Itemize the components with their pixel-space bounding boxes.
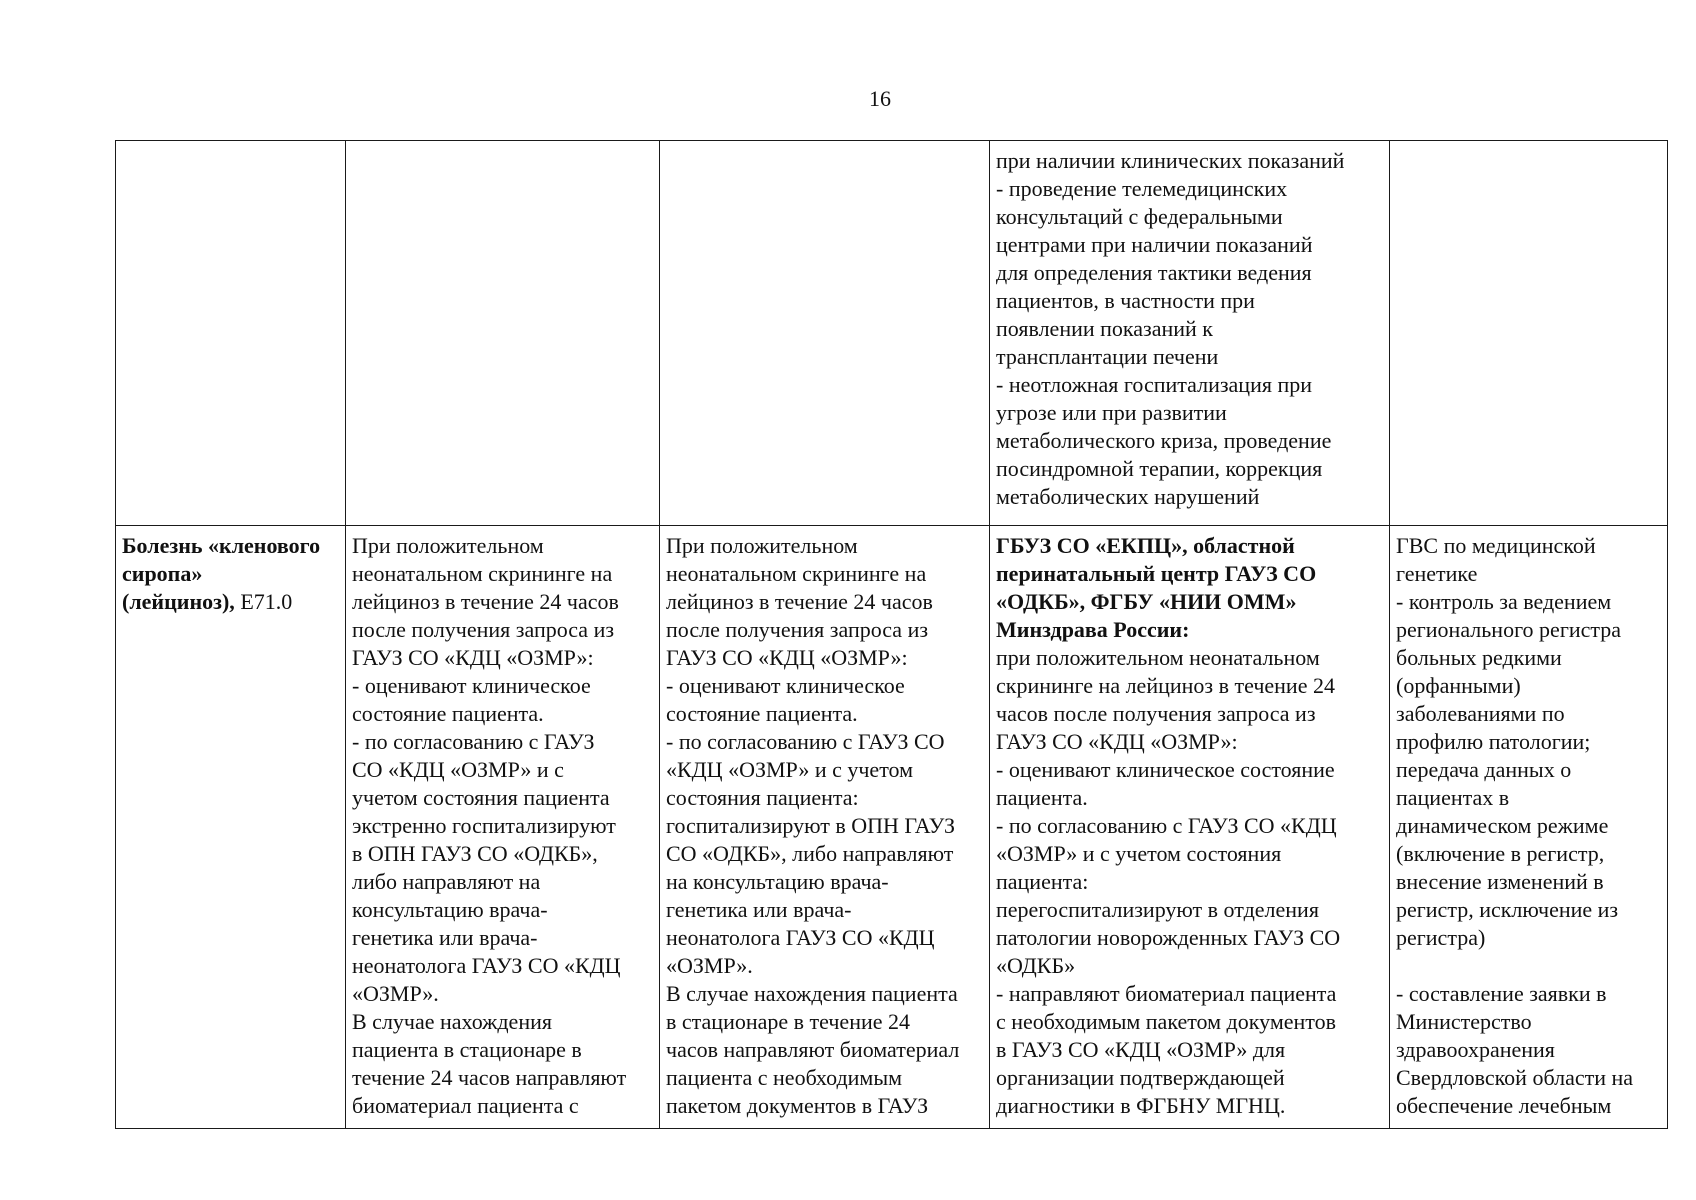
cell-text-line: больных редкими [1396,645,1562,670]
document-table [115,140,1668,1129]
table-cell-col3 [660,526,990,1129]
cell-text-line: «КДЦ «ОЗМР» и с учетом [666,757,914,782]
table-cell-continuation [990,141,1390,526]
cell-text-line: динамическом режиме [1396,813,1609,838]
cell-text-line: ГАУЗ СО «КДЦ «ОЗМР»: [352,645,594,670]
cell-text-line: в ГАУЗ СО «КДЦ «ОЗМР» для [996,1037,1286,1062]
cell-text-line: здравоохранения [1396,1037,1555,1062]
disease-name-text: (лейциноз), [122,589,235,614]
cell-text-line: профилю патологии; [1396,729,1591,754]
cell-text-line: ГВС по медицинской [1396,533,1596,558]
cell-text-line: в стационаре в течение 24 [666,1009,911,1034]
cell-text-line: ГАУЗ СО «КДЦ «ОЗМР»: [666,645,908,670]
disease-name-line [122,588,339,616]
cell-text-line: - контроль за ведением [1396,589,1612,614]
cell-text-line: метаболических нарушений [996,484,1260,509]
cell-text-line: лейциноз в течение 24 часов [666,589,933,614]
table-row [116,141,1668,526]
cell-text-line: - неотложная госпитализация при [996,372,1313,397]
table-cell-empty [116,141,346,526]
cell-text-line: состояние пациента. [666,701,858,726]
cell-text-line: - оценивают клиническое [666,673,905,698]
cell-text-line: угрозе или при развитии [996,400,1227,425]
table-cell-empty [660,141,990,526]
cell-text-line: внесение изменений в [1396,869,1604,894]
table-cell-empty [1390,141,1668,526]
cell-text-line: заболеваниями по [1396,701,1565,726]
cell-text-line: биоматериал пациента с [352,1093,579,1118]
cell-text-line: посиндромной терапии, коррекция [996,456,1323,481]
cell-text-line: генетика или врача- [666,897,852,922]
disease-name-cell [116,526,346,1129]
cell-text-line: «ОЗМР». [666,953,753,978]
icd-code: Е71.0 [240,589,293,614]
cell-text-line: регистр, исключение из [1396,897,1619,922]
table-cell-col4 [990,526,1390,1129]
cell-text-line: пациента. [996,785,1088,810]
cell-text-line: после получения запроса из [352,617,615,642]
cell-text-line: неонатальном скрининге на [352,561,613,586]
cell-text-line: - по согласованию с ГАУЗ СО «КДЦ [996,813,1337,838]
institution-heading-line: Минздрава России: [996,617,1190,642]
cell-text-line: регионального регистра [1396,617,1622,642]
cell-text-line: появлении показаний к [996,316,1213,341]
cell-text-line: При положительном [666,533,858,558]
cell-text-line: экстренно госпитализируют [352,813,616,838]
table-cell-empty [346,141,660,526]
institution-heading-line: «ОДКБ», ФГБУ «НИИ ОММ» [996,589,1297,614]
cell-text-line: неонатальном скрининге на [666,561,927,586]
cell-text-line: пациента в стационаре в [352,1037,582,1062]
cell-text-line: скрининге на лейциноз в течение 24 [996,673,1335,698]
paragraph-gap [1396,952,1661,980]
cell-text-line: «ОДКБ» [996,953,1076,978]
cell-text-line: неонатолога ГАУЗ СО «КДЦ [666,925,935,950]
cell-text-line: консультаций с федеральными [996,204,1283,229]
cell-text-line: либо направляют на [352,869,541,894]
cell-text-line: течение 24 часов направляют [352,1065,627,1090]
cell-text-line: при положительном неонатальном [996,645,1320,670]
cell-text-line: состояния пациента: [666,785,859,810]
cell-text-line: при наличии клинических показаний [996,148,1345,173]
cell-text-line: регистра) [1396,925,1486,950]
cell-text-line: генетике [1396,561,1478,586]
cell-text-line: госпитализируют в ОПН ГАУЗ [666,813,955,838]
cell-text-line: для определения тактики ведения [996,260,1312,285]
cell-text-line: пациентов, в частности при [996,288,1255,313]
cell-text-line: Свердловской области на [1396,1065,1634,1090]
institution-heading-line: перинатальный центр ГАУЗ СО [996,561,1317,586]
cell-text-line: патологии новорожденных ГАУЗ СО [996,925,1341,950]
cell-text-line: на консультацию врача- [666,869,889,894]
cell-text-line: «ОЗМР» и с учетом состояния [996,841,1282,866]
cell-text-line: передача данных о [1396,757,1572,782]
cell-text-line: «ОЗМР». [352,981,439,1006]
cell-text-line: с необходимым пакетом документов [996,1009,1337,1034]
table-cell-col2 [346,526,660,1129]
cell-text-line: центрами при наличии показаний [996,232,1313,257]
table-cell-col5 [1390,526,1668,1129]
cell-text-line: Министерство [1396,1009,1532,1034]
cell-text-line: (включение в регистр, [1396,841,1605,866]
cell-text-line: СО «КДЦ «ОЗМР» и с [352,757,564,782]
cell-text-line: лейциноз в течение 24 часов [352,589,619,614]
cell-text-line: диагностики в ФГБНУ МГНЦ. [996,1093,1286,1118]
cell-text-line: В случае нахождения пациента [666,981,958,1006]
cell-text-line: ГАУЗ СО «КДЦ «ОЗМР»: [996,729,1238,754]
cell-text-line: - направляют биоматериал пациента [996,981,1337,1006]
cell-text-line: (орфанными) [1396,673,1521,698]
cell-text-line: учетом состояния пациента [352,785,610,810]
cell-text-line: - оценивают клиническое [352,673,591,698]
cell-text-line: часов после получения запроса из [996,701,1316,726]
cell-text-line: неонатолога ГАУЗ СО «КДЦ [352,953,621,978]
cell-text-line: генетика или врача- [352,925,538,950]
cell-text-line: - составление заявки в [1396,981,1607,1006]
cell-text-line: пациентах в [1396,785,1510,810]
cell-text-line: пациента: [996,869,1089,894]
cell-text-line: после получения запроса из [666,617,929,642]
cell-text-line: пациента с необходимым [666,1065,903,1090]
cell-text-line: СО «ОДКБ», либо направляют [666,841,954,866]
cell-text-line: трансплантации печени [996,344,1219,369]
cell-text-line: состояние пациента. [352,701,544,726]
cell-text-line: перегоспитализируют в отделения [996,897,1319,922]
cell-text-line: - проведение телемедицинских [996,176,1288,201]
cell-text-line: При положительном [352,533,544,558]
cell-text-line: пакетом документов в ГАУЗ [666,1093,929,1118]
page-number: 16 [869,86,891,111]
disease-name-line: сиропа» [122,561,203,586]
cell-text-line: организации подтверждающей [996,1065,1285,1090]
cell-text-line: метаболического криза, проведение [996,428,1332,453]
cell-text-line: - по согласованию с ГАУЗ [352,729,595,754]
cell-text-line: - оценивают клиническое состояние [996,757,1335,782]
table-row [116,526,1668,1129]
cell-text-line: В случае нахождения [352,1009,552,1034]
cell-text-line: консультацию врача- [352,897,548,922]
cell-text-line: часов направляют биоматериал [666,1037,960,1062]
disease-name-line: Болезнь «кленового [122,533,321,558]
cell-text-line: обеспечение лечебным [1396,1093,1612,1118]
institution-heading-line: ГБУЗ СО «ЕКПЦ», областной [996,533,1295,558]
cell-text-line: - по согласованию с ГАУЗ СО [666,729,945,754]
cell-text-line: в ОПН ГАУЗ СО «ОДКБ», [352,841,598,866]
